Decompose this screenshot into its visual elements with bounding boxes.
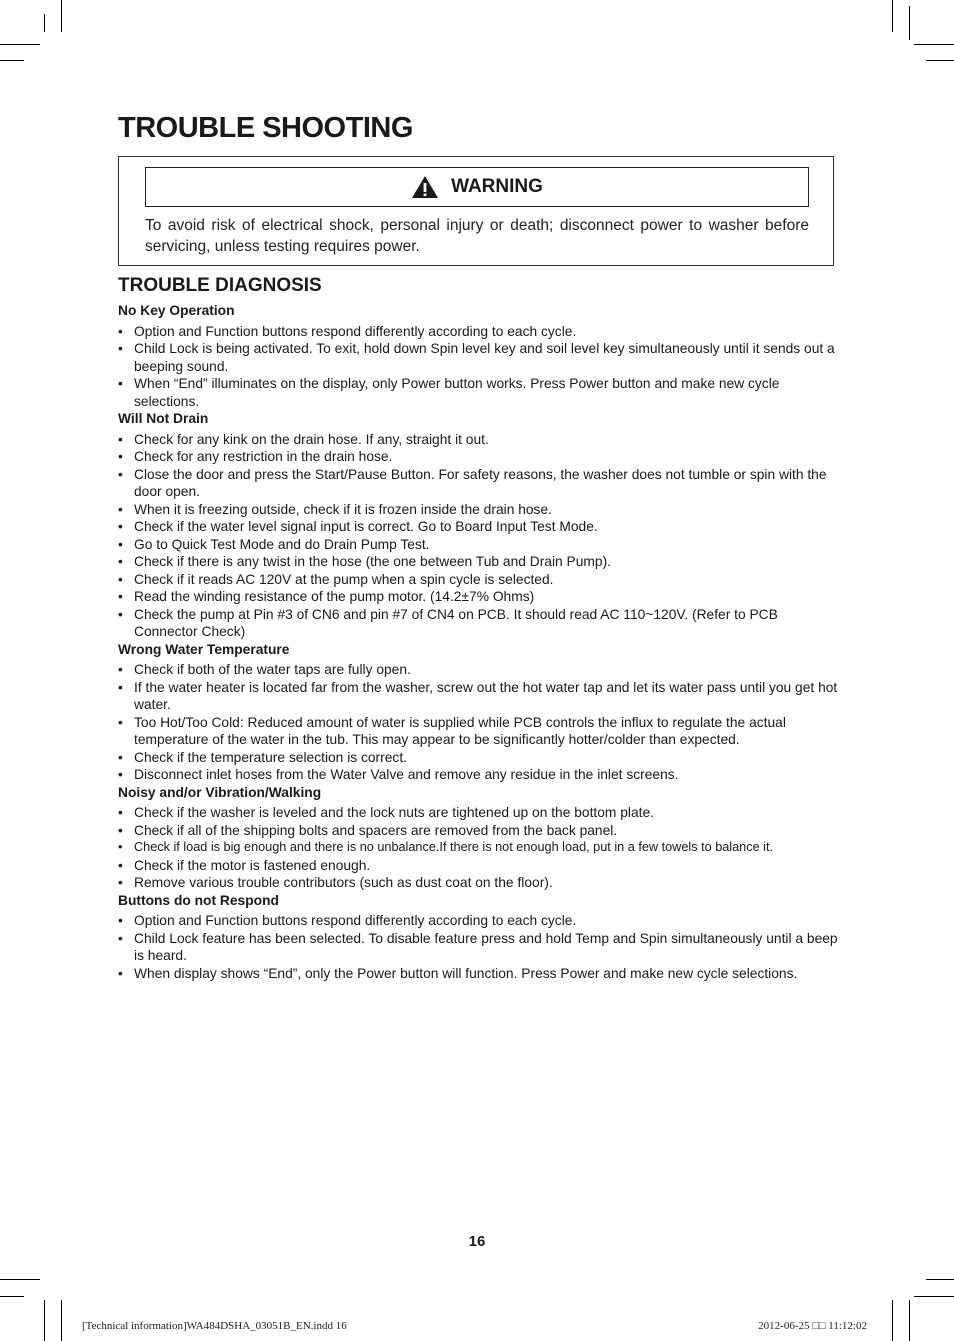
warning-box <box>118 156 834 266</box>
group-title: Buttons do not Respond <box>118 892 279 908</box>
warning-header <box>145 167 809 207</box>
crop-mark <box>926 60 954 61</box>
list-item: • Check for any kink on the drain hose. If any, straight it out. <box>118 431 838 449</box>
warning-label: WARNING <box>451 176 543 197</box>
list-item: • When it is freezing outside, check if it is frozen inside the drain hose. <box>118 501 838 519</box>
diagnosis-group <box>118 410 838 641</box>
group-title: Will Not Drain <box>118 411 209 426</box>
list-item: • Option and Function buttons respond differently according to each cycle. <box>118 323 838 341</box>
footer-file-info: [Technical information]WA484DSHA_03051B_EN.indd 16 <box>82 1320 347 1332</box>
diagnosis-content <box>118 302 838 982</box>
list-item: • Check for any restriction in the drain hose. <box>118 448 838 466</box>
list-item: • Check if the motor is fastened enough. <box>118 857 838 875</box>
list-item: • Read the winding resistance of the pump motor. (14.2±7% Ohms) <box>118 588 838 606</box>
crop-mark <box>909 6 910 40</box>
group-title: Wrong Water Temperature <box>118 641 290 657</box>
crop-mark <box>892 0 893 32</box>
crop-mark <box>44 1300 45 1341</box>
list-item: • Check if all of the shipping bolts and spacers are removed from the back panel. <box>118 822 838 840</box>
crop-mark <box>0 1279 40 1280</box>
list-item: • Check if both of the water taps are fully open. <box>118 661 838 679</box>
footer-timestamp: 2012-06-25 □□ 11:12:02 <box>758 1320 867 1332</box>
list-item: • If the water heater is located far from the washer, screw out the hot water tap and let its water pass until you get hot water. <box>118 679 838 714</box>
crop-mark <box>0 44 40 45</box>
list-item: • Disconnect inlet hoses from the Water Valve and remove any residue in the inlet screens. <box>118 766 838 784</box>
list-item: • Check if load is big enough and there is no unbalance.If there is not enough load, put in a few towels to balance it. <box>118 839 838 857</box>
diagnosis-group <box>118 784 838 892</box>
list-item: • Check the pump at Pin #3 of CN6 and pin #7 of CN4 on PCB. It should read AC 110~120V. (Refer to PCB Connector Check) <box>118 606 838 641</box>
crop-mark <box>892 1300 893 1341</box>
group-title: No Key Operation <box>118 303 235 318</box>
crop-mark <box>909 1300 910 1341</box>
crop-mark <box>914 1296 954 1297</box>
list-item: • Child Lock feature has been selected. To disable feature press and hold Temp and Spin simultaneously until a beep is heard. <box>118 930 838 965</box>
list-item: • Check if the washer is leveled and the lock nuts are tightened up on the bottom plate. <box>118 804 838 822</box>
list-item: • When “End” illuminates on the display, only Power button works. Press Power button and make new cycle selections. <box>118 375 838 410</box>
diagnosis-group <box>118 302 838 410</box>
crop-mark <box>914 44 954 45</box>
section-title: TROUBLE DIAGNOSIS <box>118 275 322 296</box>
page-number: 16 <box>468 1233 486 1250</box>
list-item: • Check if it reads AC 120V at the pump when a spin cycle is selected. <box>118 571 838 589</box>
list-item: • Remove various trouble contributors (such as dust coat on the floor). <box>118 874 838 892</box>
list-item: • Too Hot/Too Cold: Reduced amount of water is supplied while PCB controls the influx to regulate the actual temperature of the water in the tub. This may appear to be significantly hotter/colder than expected. <box>118 714 838 749</box>
crop-mark <box>44 14 45 32</box>
list-item: • Check if the temperature selection is correct. <box>118 749 838 767</box>
list-item: • Go to Quick Test Mode and do Drain Pump Test. <box>118 536 838 554</box>
list-item: • Check if there is any twist in the hose (the one between Tub and Drain Pump). <box>118 553 838 571</box>
list-item: • Close the door and press the Start/Pause Button. For safety reasons, the washer does not tumble or spin with the door open. <box>118 466 838 501</box>
crop-mark <box>926 1279 954 1280</box>
group-title: Noisy and/or Vibration/Walking <box>118 784 322 800</box>
crop-mark <box>0 1296 24 1297</box>
diagnosis-group <box>118 892 838 983</box>
crop-mark <box>0 60 24 61</box>
page-title: TROUBLE SHOOTING <box>118 112 413 144</box>
list-item: • Option and Function buttons respond differently according to each cycle. <box>118 912 838 930</box>
warning-text: To avoid risk of electrical shock, personal injury or death; disconnect power to washer before servicing, unless testing requires power. <box>145 217 809 255</box>
crop-mark <box>61 0 62 32</box>
list-item: • Child Lock is being activated. To exit, hold down Spin level key and soil level key simultaneously until it sends out a beeping sound. <box>118 340 838 375</box>
warning-triangle-icon <box>411 175 439 199</box>
list-item: • Check if the water level signal input is correct. Go to Board Input Test Mode. <box>118 518 838 536</box>
crop-mark <box>61 1300 62 1341</box>
diagnosis-group <box>118 641 838 784</box>
list-item: • When display shows “End”, only the Power button will function. Press Power and make new cycle selections. <box>118 965 838 983</box>
